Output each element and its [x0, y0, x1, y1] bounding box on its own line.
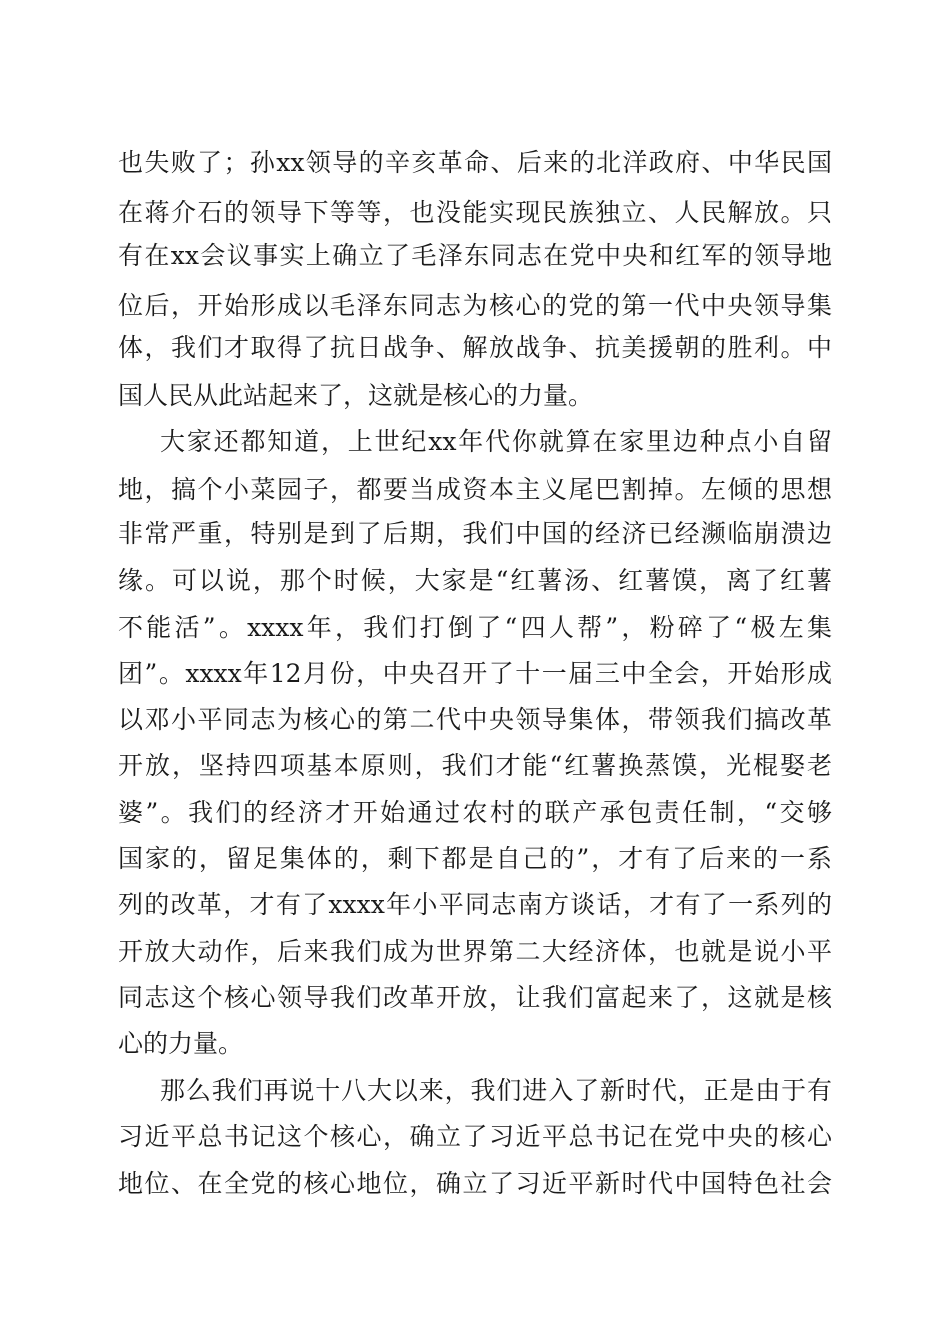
text-line: 心的力量。	[118, 1029, 244, 1058]
text-line: 地位、在全党的核心地位，确立了习近平新时代中国特色社会	[118, 1169, 832, 1198]
text-line: 婆”。我们的经济才开始通过农村的联产承包责任制，“交够	[118, 798, 832, 827]
text-line: 国人民从此站起来了，这就是核心的力量。	[118, 381, 594, 410]
text-line: 习近平总书记这个核心，确立了习近平总书记在党中央的核心	[118, 1122, 832, 1151]
text-line: 国家的，留足集体的，剩下都是自己的”，才有了后来的一系	[118, 844, 832, 873]
paragraph-start-line: 那么我们再说十八大以来，我们进入了新时代，正是由于有	[160, 1076, 832, 1105]
paragraph-start-line: 大家还都知道，上世纪xx年代你就算在家里边种点小自留	[160, 427, 832, 456]
text-line: 不能活”。xxxx年，我们打倒了“四人帮”，粉碎了“极左集	[118, 613, 832, 642]
text-line: 也失败了；孙xx领导的辛亥革命、后来的北洋政府、中华民国	[118, 148, 832, 177]
text-line: 在蒋介石的领导下等等，也没能实现民族独立、人民解放。只	[118, 198, 832, 227]
text-line: 有在xx会议事实上确立了毛泽东同志在党中央和红军的领导地	[118, 241, 832, 270]
text-line: 体，我们才取得了抗日战争、解放战争、抗美援朝的胜利。中	[118, 333, 832, 362]
text-line: 同志这个核心领导我们改革开放，让我们富起来了，这就是核	[118, 983, 832, 1012]
text-line: 团”。xxxx年12月份，中央召开了十一届三中全会，开始形成	[118, 659, 832, 688]
text-line: 列的改革，才有了xxxx年小平同志南方谈话，才有了一系列的	[118, 890, 832, 919]
text-line: 开放，坚持四项基本原则，我们才能“红薯换蒸馍，光棍娶老	[118, 751, 832, 780]
text-line: 开放大动作，后来我们成为世界第二大经济体，也就是说小平	[118, 937, 832, 966]
text-line: 位后，开始形成以毛泽东同志为核心的党的第一代中央领导集	[118, 291, 832, 320]
text-line: 缘。可以说，那个时候，大家是“红薯汤、红薯馍，离了红薯	[118, 566, 832, 595]
text-line: 地，搞个小菜园子，都要当成资本主义尾巴割掉。左倾的思想	[118, 475, 832, 504]
text-line: 非常严重，特别是到了后期，我们中国的经济已经濒临崩溃边	[118, 519, 832, 548]
text-line: 以邓小平同志为核心的第二代中央领导集体，带领我们搞改革	[118, 705, 832, 734]
